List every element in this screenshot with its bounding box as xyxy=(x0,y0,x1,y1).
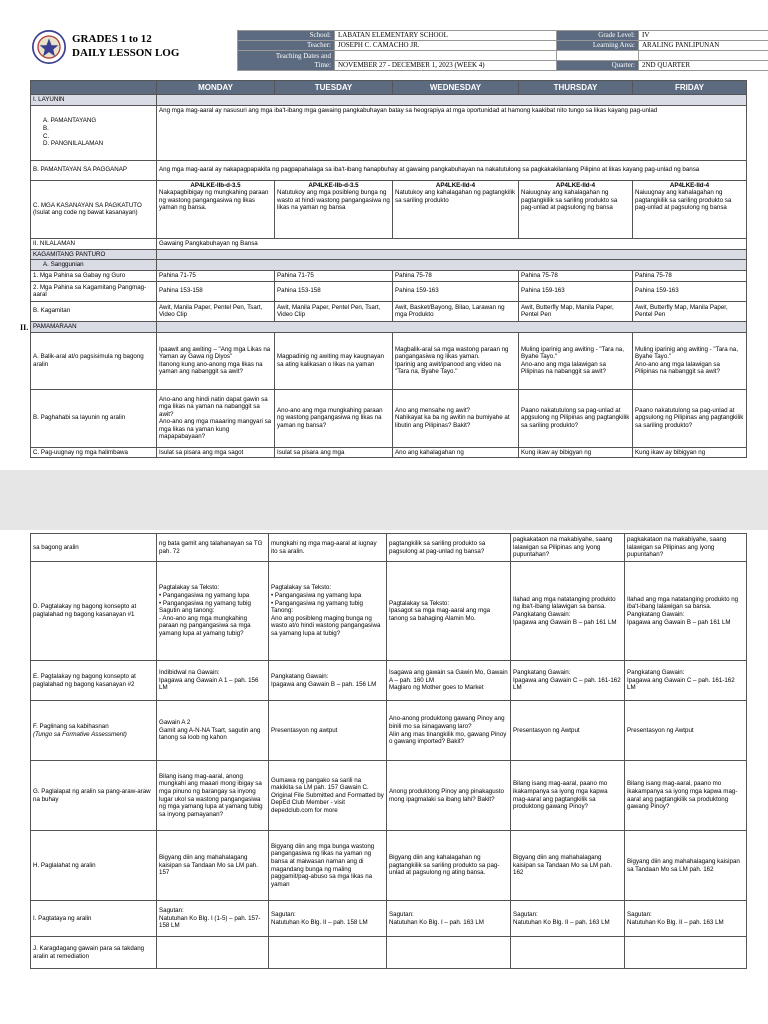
day-header-row xyxy=(31,81,747,95)
balik-aral-friday: Muling iparinig ang awiting - "Tara na, Byahe Tayo." Ano-ano ang mga lalawigan sa Pilipinas na nabanggit sa awit? xyxy=(633,332,747,389)
paghahabi-thursday: Paano nakatutulong sa pag-unlad at apgsulong ng Pilipinas ang pagtangkilik sa sariling produkto? xyxy=(519,389,633,447)
konsepto2-row xyxy=(31,661,747,701)
pagganap-text: Ang mga mag-aaral ay nakapagpapakita ng pagpapahalaga sa iba't-ibang hanapbuhay at gawaing pangkabuhayan na nakatutulong sa pagkakakilanlang Pilipino at likas kayang pag-unlad ng bansa xyxy=(157,160,747,180)
kagamitan-row xyxy=(31,301,747,321)
kagamitang-mag-thursday: Pahina 159-163 xyxy=(519,281,633,301)
pamamaraan-label: PAMAMARAAN xyxy=(31,321,157,332)
gabay-friday: Pahina 75-78 xyxy=(633,270,747,281)
kabihasnan-sub: (Tungo sa Formative Assessment) xyxy=(33,730,127,738)
teacher-value: JOSEPH C. CAMACHO JR. xyxy=(335,41,557,51)
kasanayan-row xyxy=(31,180,747,238)
teacher-label: Teacher: xyxy=(238,41,335,51)
konsepto1-friday: Ilahad ang mga natatanging produkto ng iba't-ibang lalawigan sa bansa. Pangkatang Gawain: Ipagawa ang Gawain B – pah 161 LM xyxy=(625,562,747,661)
paglalahat-row xyxy=(31,831,747,901)
balik-aral-thursday: Muling iparinig ang awiting - "Tara na, Byahe Tayo." Ano-ano ang mga lalawigan sa Pilipinas na nabanggit sa awit? xyxy=(519,332,633,389)
quarter-label: Quarter: xyxy=(557,61,639,71)
paglalahat-monday: Bigyang diin ang mahahalagang kaisipan sa Tandaan Mo sa LM pah. 157 xyxy=(157,831,269,901)
learning-area-label: Learning Area: xyxy=(557,41,639,51)
dates-value: NOVEMBER 27 - DECEMBER 1, 2023 (WEEK 4) xyxy=(335,61,557,71)
dates-label-2: Time: xyxy=(314,60,331,69)
day-thursday: THURSDAY xyxy=(519,81,633,95)
balik-aral-monday: Ipaawit ang awiting – "Ang mga Likas na Yaman ay Gawa ng Diyos" Itanong kung ano-anong mga likas na yaman ang nabanggit sa awit? xyxy=(157,332,275,389)
pagtataya-monday: Sagutan: Natutuhan Ko Blg. I (1-5) – pah. 157-158 LM xyxy=(157,901,269,937)
kagamitang-mag-friday: Pahina 159-163 xyxy=(633,281,747,301)
konsepto2-label: E. Pagtalakay ng bagong konsepto at paglalahad ng bagong kasanayan #2 xyxy=(31,661,157,701)
kagamitang-mag-monday: Pahina 153-158 xyxy=(157,281,275,301)
grade-level-label: Grade Level: xyxy=(557,31,639,41)
konsepto1-tuesday: Pagtalakay sa Teksto: • Pangangasiwa ng yamang lupa • Pangangasiwa ng yamang tubig Tanong: Ano ang posibleng maging bunga ng wasto at/o hindi wastong pangangasiwa sa yamang lupa at tubig? xyxy=(269,562,387,661)
kabihasnan-friday: Presentasyon ng Awtput xyxy=(625,701,747,761)
deped-seal-icon xyxy=(32,30,66,64)
pagtataya-thursday: Sagutan: Natutuhan Ko Blg. II – pah. 163 LM xyxy=(511,901,625,937)
kasanayan-monday: AP4LKE-IIb-d-3.5 Nakapagbibigay ng mungkahing paraan ng wastong pangangasiwa ng likas yaman ng bansa. xyxy=(157,180,275,238)
dates-label xyxy=(238,51,335,71)
school-value: LABATAN ELEMENTARY SCHOOL xyxy=(335,31,557,41)
kagamitan-label: B. Kagamitan xyxy=(31,301,157,321)
title-line-2: DAILY LESSON LOG xyxy=(72,47,180,59)
school-label: School: xyxy=(238,31,335,41)
pag-uugnay-row-top xyxy=(31,447,747,458)
pag-uugnay-monday-bottom: ng bata gamit ang talahanayan sa TG pah. 72 xyxy=(157,534,269,562)
kagamitang-mag-wednesday: Pahina 159-163 xyxy=(393,281,519,301)
gabay-monday: Pahina 71-75 xyxy=(157,270,275,281)
konsepto1-wednesday: Pagtalakay sa Teksto: Ipasagot sa mga mag-aaral ang mga tanong sa bahaging Alamin Mo. xyxy=(387,562,511,661)
lesson-log-table-page-1 xyxy=(30,80,747,458)
balik-aral-tuesday: Magpadinig ng awiting may kaugnayan sa ating kalikasan o likas na yaman xyxy=(275,332,393,389)
paglalahat-tuesday: Bigyang diin ang mga bunga wastong pangangasiwa ng likas na yaman ng bansa at maiwasan naman ang di magandang bunga ng maling paggamit/pag-abuso sa mga likas na yaman xyxy=(269,831,387,901)
pagtataya-label: I. Pagtataya ng aralin xyxy=(31,901,157,937)
pag-uugnay-tuesday-bottom: mungkahi ng mga mag-aaral at iugnay ito sa aralin. xyxy=(269,534,387,562)
pag-uugnay-monday-top: Isulat sa pisara ang mga sagot xyxy=(157,447,275,458)
pamantayan-pagganap-row xyxy=(31,160,747,180)
konsepto1-row xyxy=(31,562,747,661)
kagamitang-mag-tuesday: Pahina 153-158 xyxy=(275,281,393,301)
pagtataya-friday: Sagutan: Natutuhan Ko Blg. II – pah. 163 LM xyxy=(625,901,747,937)
konsepto2-friday: Pangkatang Gawain: Ipagawa ang Gawain C – pah. 161-162 LM xyxy=(625,661,747,701)
kagamitan-monday: Awit, Manila Paper, Pentel Pen, Tsart, Video Clip xyxy=(157,301,275,321)
konsepto1-monday: Pagtalakay sa Teksto: • Pangangasiwa ng yamang lupa • Pangangasiwa ng yamang tubig Sagutin ang tanong: - Ano-ano ang mga mungkahing paraan ng pangangasiwa sa mga yamang lupa at yamang tubig? xyxy=(157,562,269,661)
paglalapat-tuesday: Gumawa ng pangako sa sarili na makikita sa LM pah. 157 Gawain C. Original File Submitted and Formatted by DepEd Club Member - visit depedclub.com for more xyxy=(269,761,387,831)
pag-uugnay-wednesday-bottom: pagtangkilik sa sariling produkto sa pagsulong at pag-unlad ng bansa? xyxy=(387,534,511,562)
konsepto2-tuesday: Pangkatang Gawain: Ipagawa ang Gawain B – pah. 156 LM xyxy=(269,661,387,701)
gabay-tuesday: Pahina 71-75 xyxy=(275,270,393,281)
paglalahat-thursday: Bigyang diin ang mahahalagang kaisipan sa Tandaan Mo sa LM pah. 162 xyxy=(511,831,625,901)
kagamitan-wednesday: Awit, Basket/Bayong, Bilao, Larawan ng mga Produkto xyxy=(393,301,519,321)
konsepto2-thursday: Pangkatang Gawain: Ipagawa ang Gawain C – pah. 161-162 LM xyxy=(511,661,625,701)
pag-uugnay-friday-bottom: pagkakataon na makabiyahe, saang lalawigan sa Pilipinas ang iyong pupuntahan? xyxy=(625,534,747,562)
day-wednesday: WEDNESDAY xyxy=(393,81,519,95)
pag-uugnay-thursday-top: Kung ikaw ay bibigyan ng xyxy=(519,447,633,458)
layunin-row xyxy=(31,95,747,106)
layunin-label: I. LAYUNIN xyxy=(31,95,157,106)
header-info-grid xyxy=(237,30,768,71)
quarter-value: 2ND QUARTER xyxy=(639,61,768,71)
paglalapat-friday: Bilang isang mag-aaral, paano mo ikakampanya sa iyong mga kapwa mag-aaral ang pagtangkilik sa produktong gawang Pinoy? xyxy=(625,761,747,831)
title-line-1: GRADES 1 to 12 xyxy=(72,33,152,45)
konsepto2-wednesday: Isagawa ang gawain sa Gawin Mo, Gawain A – pah. 160 LM Maglaro ng Mother goes to Market xyxy=(387,661,511,701)
konsepto1-thursday: Ilahad ang mga natatanging produkto ng iba't-ibang lalawigan sa bansa. Pangkatang Gawain: Ipagawa ang Gawain B – pah 161 LM xyxy=(511,562,625,661)
pag-uugnay-label: C. Pag-uugnay ng mga halimbawa xyxy=(31,447,157,458)
pamantayang-text: Ang mga mag-aaral ay nasusuri ang mga iba't-ibang mga gawaing pangkabuhayan batay sa heograpiya at mga oportunidad at hamong kaakibat nito tungo sa likas kayang pag-unlad xyxy=(157,105,747,160)
kagamitang-mag-row xyxy=(31,281,747,301)
paghahabi-row xyxy=(31,389,747,447)
pag-uugnay-friday-top: Kung ikaw ay bibigyan ng xyxy=(633,447,747,458)
karagdagang-row xyxy=(31,937,747,969)
paghahabi-label: B. Paghahabi sa layunin ng aralin xyxy=(31,389,157,447)
paghahabi-friday: Paano nakatutulong sa pag-unlad at apgsulong ng Pilipinas ang pagtangkilik sa sariling produkto? xyxy=(633,389,747,447)
paglalapat-thursday: Bilang isang mag-aaral, paano mo ikakampanya sa iyong mga kapwa mag-aaral ang pagtangkilik sa produktong gawang Pinoy? xyxy=(511,761,625,831)
page-1 xyxy=(0,0,768,470)
kabihasnan-tuesday: Presentasyon ng awtput xyxy=(269,701,387,761)
gabay-label: 1. Mga Pahina sa Gabay ng Guro xyxy=(31,270,157,281)
konsepto2-monday: Indibidwal na Gawain: Ipagawa ang Gawain A 1 – pah. 156 LM xyxy=(157,661,269,701)
pamamaraan-row xyxy=(31,321,747,332)
pamantayang-pangnilalaman-row xyxy=(31,105,747,160)
pagtataya-tuesday: Sagutan: Natutuhan Ko Blg. II – pah. 158 LM xyxy=(269,901,387,937)
paghahabi-wednesday: Ano ang mensahe ng awit? Nahikayat ka ba ng awitin na bumiyahe at libutin ang Pilipinas? Bakit? xyxy=(393,389,519,447)
kagamitan-friday: Awit, Butterfly Map, Manila Paper, Pentel Pen xyxy=(633,301,747,321)
grade-level-value: IV xyxy=(639,31,768,41)
paglalahat-wednesday: Bigyang diin ang kahalagahan ng pagtangkilik sa sariling produkto sa pag-unlad at pagsulong ng ating bansa. xyxy=(387,831,511,901)
sanggunian-label: A. Sanggunian xyxy=(43,261,84,269)
nilalaman-row xyxy=(31,238,747,249)
kabihasnan-monday: Gawain A 2 Gamit ang A-N-NA Tsart, sagutin ang tanong sa loob ng kahon xyxy=(157,701,269,761)
nilalaman-text: Gawaing Pangkabuhayan ng Bansa xyxy=(157,238,747,249)
kabihasnan-thursday: Presentasyon ng Awtput xyxy=(511,701,625,761)
pag-uugnay-cont-label: sa bagong aralin xyxy=(31,534,157,562)
paglalapat-monday: Bilang isang mag-aaral, anong mungkahi ang maaari mong ibigay sa mga pinuno ng barangay sa inyong lugar ukol sa wastong pangangasiwa ng mga yamang lupa at yamang tubig sa inyong pamayanan? xyxy=(157,761,269,831)
karagdagang-label: J. Karagdagang gawain para sa takdang aralin at remediation xyxy=(31,937,157,969)
paglalapat-label: G. Paglalapat ng aralin sa pang-araw-araw na buhay xyxy=(31,761,157,831)
gabay-wednesday: Pahina 75-78 xyxy=(393,270,519,281)
pagtataya-wednesday: Sagutan: Natutuhan Ko Blg. I – pah. 163 LM xyxy=(387,901,511,937)
kagamitan-tuesday: Awit, Manila Paper, Pentel Pen, Tsart, Video Clip xyxy=(275,301,393,321)
pag-uugnay-tuesday-top: Isulat sa pisara ang mga xyxy=(275,447,393,458)
page-2 xyxy=(0,530,768,1024)
kasanayan-wednesday: AP4LKE-IId-4 Natutukoy ang kahalagahan ng pagtangkilik sa sariling produkto xyxy=(393,180,519,238)
kasanayan-label: C. MGA KASANAYAN SA PAGKATUTO (Isulat ang code ng bawat kasanayan) xyxy=(31,180,157,238)
kabihasnan-row xyxy=(31,701,747,761)
day-monday: MONDAY xyxy=(157,81,275,95)
gabay-row xyxy=(31,270,747,281)
balik-aral-label: A. Balik-aral at/o pagsisimula ng bagong aralin xyxy=(31,332,157,389)
paglalahat-friday: Bigyang diin ang mahahalagang kaisipan sa Tandaan Mo sa LM pah. 162 xyxy=(625,831,747,901)
paglalapat-wednesday: Anong produktong Pinoy ang pinakagusto mong ipagmalaki sa ibang lahi? Bakit? xyxy=(387,761,511,831)
gabay-thursday: Pahina 75-78 xyxy=(519,270,633,281)
pag-uugnay-wednesday-top: Ano ang kahalagahan ng xyxy=(393,447,519,458)
balik-aral-wednesday: Magbalik-aral sa mga wastong paraan ng pangangasiwa ng likas yaman. Iparinig ang awit/ipanood ang video na "Tara na, Byahe Tayo." xyxy=(393,332,519,389)
paglalapat-row xyxy=(31,761,747,831)
konsepto1-label: D. Pagtalakay ng bagong konsepto at paglalahad ng bagong kasanayan #1 xyxy=(31,562,157,661)
nilalaman-label: II. NILALAMAN xyxy=(31,238,157,249)
learning-area-value: ARALING PANLIPUNAN xyxy=(639,41,768,51)
section-ii-marker: II. xyxy=(20,323,29,332)
pagtataya-row xyxy=(31,901,747,937)
kagamitang-row xyxy=(31,249,747,260)
day-friday: FRIDAY xyxy=(633,81,747,95)
kasanayan-thursday: AP4LKE-IId-4 Naiuugnay ang kahalagahan ng pagtangkilik sa sariling produkto sa pag-unlad at pagsulong ng bansa xyxy=(519,180,633,238)
balik-aral-row xyxy=(31,332,747,389)
pagganap-label: B. PAMANTAYAN SA PAGGANAP xyxy=(31,160,157,180)
dates-label-1: Teaching Dates and xyxy=(275,51,331,60)
kagamitang-mag-label: 2. Mga Pahina sa Kagamitang Pangmag-aaral xyxy=(31,281,157,301)
kagamitan-thursday: Awit, Butterfly Map, Manila Paper, Pentel Pen xyxy=(519,301,633,321)
paghahabi-tuesday: Ano-ano ang mga mungkahing paraan ng wastong pangangasiwa ng likas na yaman ng bansa? xyxy=(275,389,393,447)
document-title xyxy=(72,32,179,60)
lesson-log-table-page-2 xyxy=(30,533,747,969)
pag-uugnay-thursday-bottom: pagkakataon na makabiyahe, saang lalawigan sa Pilipinas ang iyong pupuntahan? xyxy=(511,534,625,562)
paglalahat-label: H. Paglalahat ng aralin xyxy=(31,831,157,901)
kasanayan-friday: AP4LKE-IId-4 Naiuugnay ang kahalagahan ng pagtangkilik sa sariling produkto sa pag-unlad at pagsulong ng bansa xyxy=(633,180,747,238)
pamantayang-label: A. PAMANTAYANG B. C. D. PANGNILALAMAN xyxy=(31,105,157,160)
paghahabi-monday: Ano-ano ang hindi natin dapat gawin sa mga likas na yaman na nabanggit sa awit? Ano-ano ang mga maaaring mangyari sa mga likas na yaman kung mapapabayaan? xyxy=(157,389,275,447)
pag-uugnay-row-bottom xyxy=(31,534,747,562)
kabihasnan-wednesday: Ano-anong produktong gawang Pinoy ang binili mo sa isinagawang laro? Alin ang mas tinangkilik mo, gawang Pinoy o gawang imported? Bakit? xyxy=(387,701,511,761)
day-tuesday: TUESDAY xyxy=(275,81,393,95)
kabihasnan-label: F. Paglinang sa kabihasnan (Tungo sa Formative Assessment) xyxy=(31,701,157,761)
sanggunian-row xyxy=(31,260,747,271)
header xyxy=(32,28,744,72)
kasanayan-tuesday: AP4LKE-IIb-d-3.5 Natutukoy ang mga posibleng bunga ng wasto at hindi wastong pangangasiwa ng likas na yaman ng bansa xyxy=(275,180,393,238)
kagamitang-label: KAGAMITANG PANTURO xyxy=(31,249,157,260)
